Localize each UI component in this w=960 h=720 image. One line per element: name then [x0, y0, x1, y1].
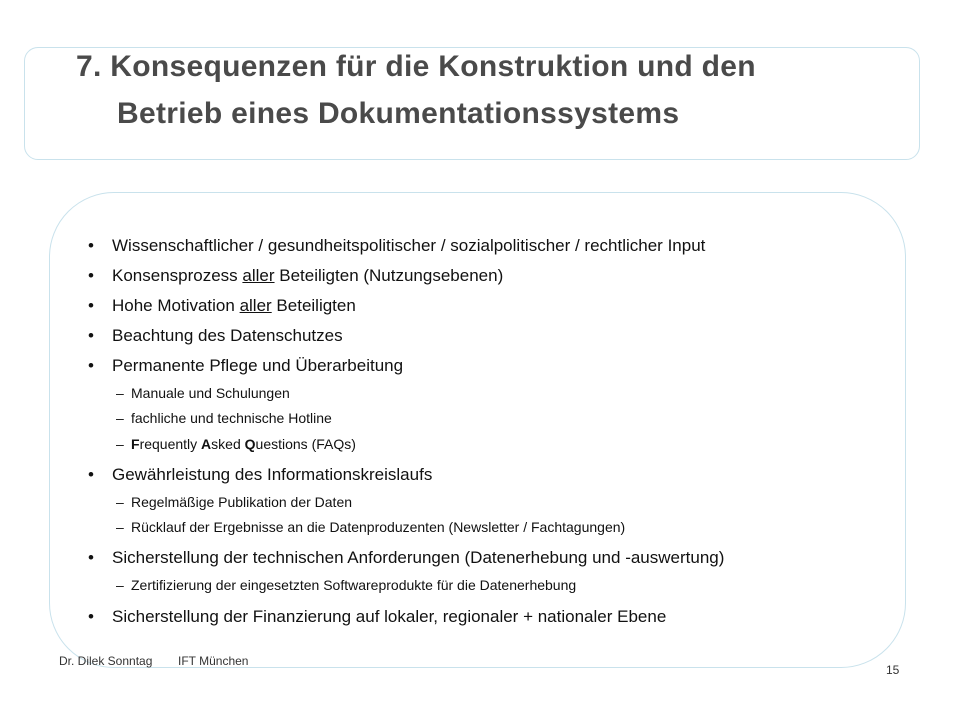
list-item-text: Sicherstellung der technischen Anforderungen (Datenerhebung und -auswertung)	[112, 548, 725, 567]
dash-marker: –	[116, 577, 124, 593]
bullet-marker: •	[88, 296, 94, 315]
dash-marker: –	[116, 436, 124, 452]
underlined-text: aller	[242, 266, 275, 285]
sub-list-item-text: fachliche und technische Hotline	[131, 410, 332, 426]
list-item-text: Beachtung des Datenschutzes	[112, 326, 343, 345]
bullet-marker: •	[88, 326, 94, 345]
text-segment: Konsensprozess	[112, 266, 243, 285]
bullet-marker: •	[88, 266, 94, 285]
text-segment: Hohe Motivation	[112, 296, 240, 315]
sub-list-item-text	[131, 436, 356, 452]
sub-list-item-text: Manuale und Schulungen	[131, 385, 290, 401]
bold-letter: A	[201, 436, 212, 452]
bullet-marker: •	[88, 607, 94, 626]
list-item-text	[112, 266, 503, 286]
underlined-text: aller	[239, 296, 272, 315]
list-item-text: Gewährleistung des Informationskreislaufs	[112, 465, 433, 484]
text-segment: Beteiligten (Nutzungsebenen)	[274, 266, 504, 285]
dash-marker: –	[116, 410, 124, 426]
text-segment: Beteiligten	[271, 296, 356, 315]
dash-marker: –	[116, 385, 124, 401]
footer-author: Dr. Dilek Sonntag	[59, 654, 153, 668]
bullet-marker: •	[88, 548, 94, 567]
footer-institution: IFT München	[178, 654, 249, 668]
sub-list-item-text: Rücklauf der Ergebnisse an die Datenproduzenten (Newsletter / Fachtagungen)	[131, 519, 626, 535]
bullet-marker: •	[88, 236, 94, 255]
sub-list-item-text: Regelmäßige Publikation der Daten	[131, 494, 353, 510]
page-number: 15	[886, 663, 900, 677]
slide-title-line-2: Betrieb eines Dokumentationssystems	[117, 97, 680, 130]
list-item-text: Sicherstellung der Finanzierung auf lokaler, regionaler + nationaler Ebene	[112, 607, 667, 626]
bullet-marker: •	[88, 356, 94, 375]
sub-list-item-text: Zertifizierung der eingesetzten Softwareprodukte für die Datenerhebung	[131, 577, 577, 593]
dash-marker: –	[116, 494, 124, 510]
bold-letter: Q	[244, 436, 256, 452]
text-segment: requently	[139, 436, 202, 452]
list-item-text: Wissenschaftlicher / gesundheitspolitischer / sozialpolitischer / rechtlicher Input	[112, 236, 706, 255]
text-segment: sked	[211, 436, 245, 452]
list-item-text: Permanente Pflege und Überarbeitung	[112, 356, 404, 375]
bullet-marker: •	[88, 465, 94, 484]
text-segment: uestions (FAQs)	[255, 436, 356, 452]
list-item-text	[112, 296, 356, 316]
dash-marker: –	[116, 519, 124, 535]
slide-title-line-1: 7. Konsequenzen für die Konstruktion und den	[76, 50, 756, 83]
bold-letter: F	[131, 436, 140, 452]
